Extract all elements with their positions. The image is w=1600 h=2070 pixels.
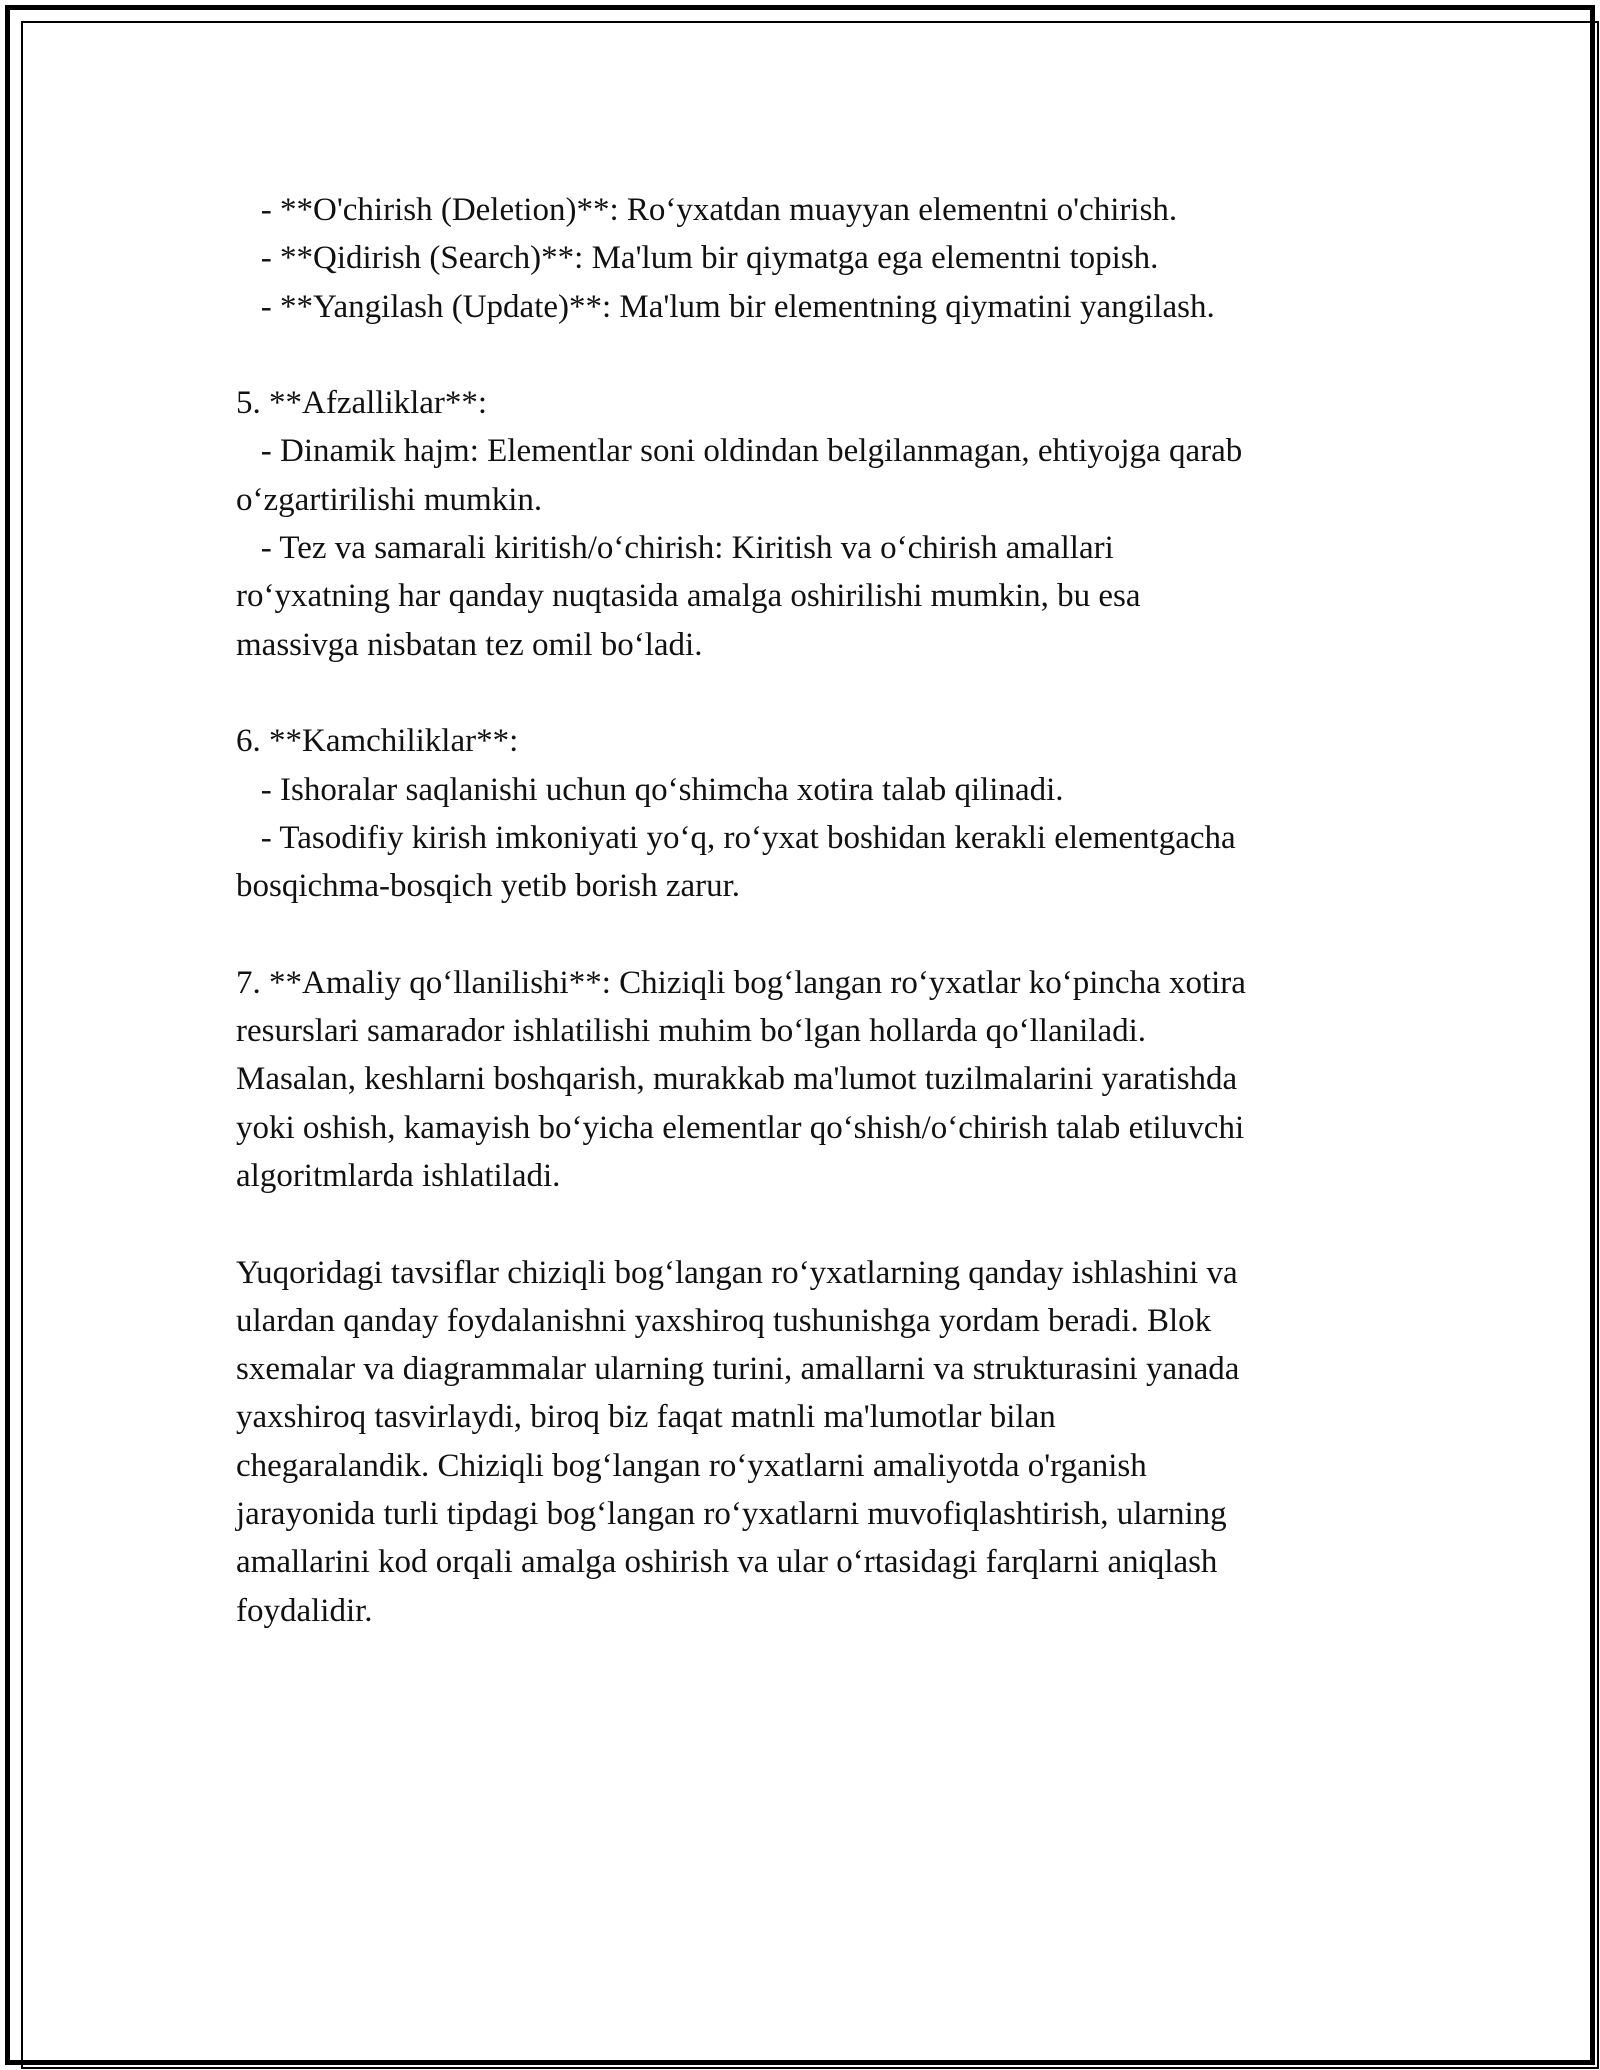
document-body bbox=[236, 186, 1366, 1635]
text-line: massivga nisbatan tez omil bo‘ladi. bbox=[236, 626, 703, 663]
text-line: o‘zgartirilishi mumkin. bbox=[236, 481, 543, 518]
paragraph-spacer bbox=[236, 669, 1366, 717]
text-line: Yuqoridagi tavsiflar chiziqli bog‘langan ro‘yxatlarning qanday ishlashini va bbox=[236, 1254, 1238, 1291]
text-line: jarayonida turli tipdagi bog‘langan ro‘yxatlarni muvofiqlashtirish, ularning bbox=[236, 1496, 1227, 1533]
text-line: resurslari samarador ishlatilishi muhim bo‘lgan hollarda qo‘llaniladi. bbox=[236, 1013, 1147, 1050]
text-line: - **Qidirish (Search)**: Ma'lum bir qiymatga ega elementni topish. bbox=[236, 240, 1159, 277]
paragraph-spacer bbox=[236, 331, 1366, 379]
text-line: chegaralandik. Chiziqli bog‘langan ro‘yxatlarni amaliyotda o'rganish bbox=[236, 1447, 1147, 1484]
section-disadvantages bbox=[236, 717, 1366, 910]
text-line: bosqichma-bosqich yetib borish zarur. bbox=[236, 868, 741, 905]
text-line: - Dinamik hajm: Elementlar soni oldindan belgilanmagan, ehtiyojga qarab bbox=[236, 433, 1243, 470]
text-line: amallarini kod orqali amalga oshirish va ular o‘rtasidagi farqlarni aniqlash bbox=[236, 1544, 1218, 1581]
text-line: sxemalar va diagrammalar ularning turini, amallarni va strukturasini yanada bbox=[236, 1351, 1240, 1388]
text-line: ro‘yxatning har qanday nuqtasida amalga oshirilishi mumkin, bu esa bbox=[236, 578, 1141, 615]
text-line: algoritmlarda ishlatiladi. bbox=[236, 1157, 561, 1194]
text-line: ulardan qanday foydalanishni yaxshiroq tushunishga yordam beradi. Blok bbox=[236, 1302, 1212, 1339]
text-line: - **Yangilash (Update)**: Ma'lum bir elementning qiymatini yangilash. bbox=[236, 288, 1215, 325]
text-line: yoki oshish, kamayish bo‘yicha elementlar qo‘shish/o‘chirish talab etiluvchi bbox=[236, 1109, 1245, 1146]
section-conclusion bbox=[236, 1249, 1366, 1635]
text-line: Masalan, keshlarni boshqarish, murakkab ma'lumot tuzilmalarini yaratishda bbox=[236, 1061, 1238, 1098]
text-line: foydalidir. bbox=[236, 1592, 373, 1629]
paragraph-spacer bbox=[236, 910, 1366, 958]
text-line: - **O'chirish (Deletion)**: Ro‘yxatdan muayyan elementni o'chirish. bbox=[236, 192, 1178, 228]
paragraph-spacer bbox=[236, 1200, 1366, 1248]
section-heading: 5. **Afzalliklar**: bbox=[236, 385, 488, 422]
section-operations-continued bbox=[236, 186, 1366, 331]
text-line: - Tez va samarali kiritish/o‘chirish: Kiritish va o‘chirish amallari bbox=[236, 530, 1114, 567]
section-heading: 6. **Kamchiliklar**: bbox=[236, 723, 519, 760]
text-line: yaxshiroq tasvirlaydi, biroq biz faqat matnli ma'lumotlar bilan bbox=[236, 1399, 1056, 1436]
text-line: 7. **Amaliy qo‘llanilishi**: Chiziqli bog‘langan ro‘yxatlar ko‘pincha xotira bbox=[236, 964, 1246, 1001]
text-line: - Ishoralar saqlanishi uchun qo‘shimcha xotira talab qilinadi. bbox=[236, 771, 1064, 808]
section-practical-use bbox=[236, 959, 1366, 1200]
text-line: - Tasodifiy kirish imkoniyati yo‘q, ro‘yxat boshidan kerakli elementgacha bbox=[236, 819, 1236, 856]
section-advantages bbox=[236, 379, 1366, 669]
